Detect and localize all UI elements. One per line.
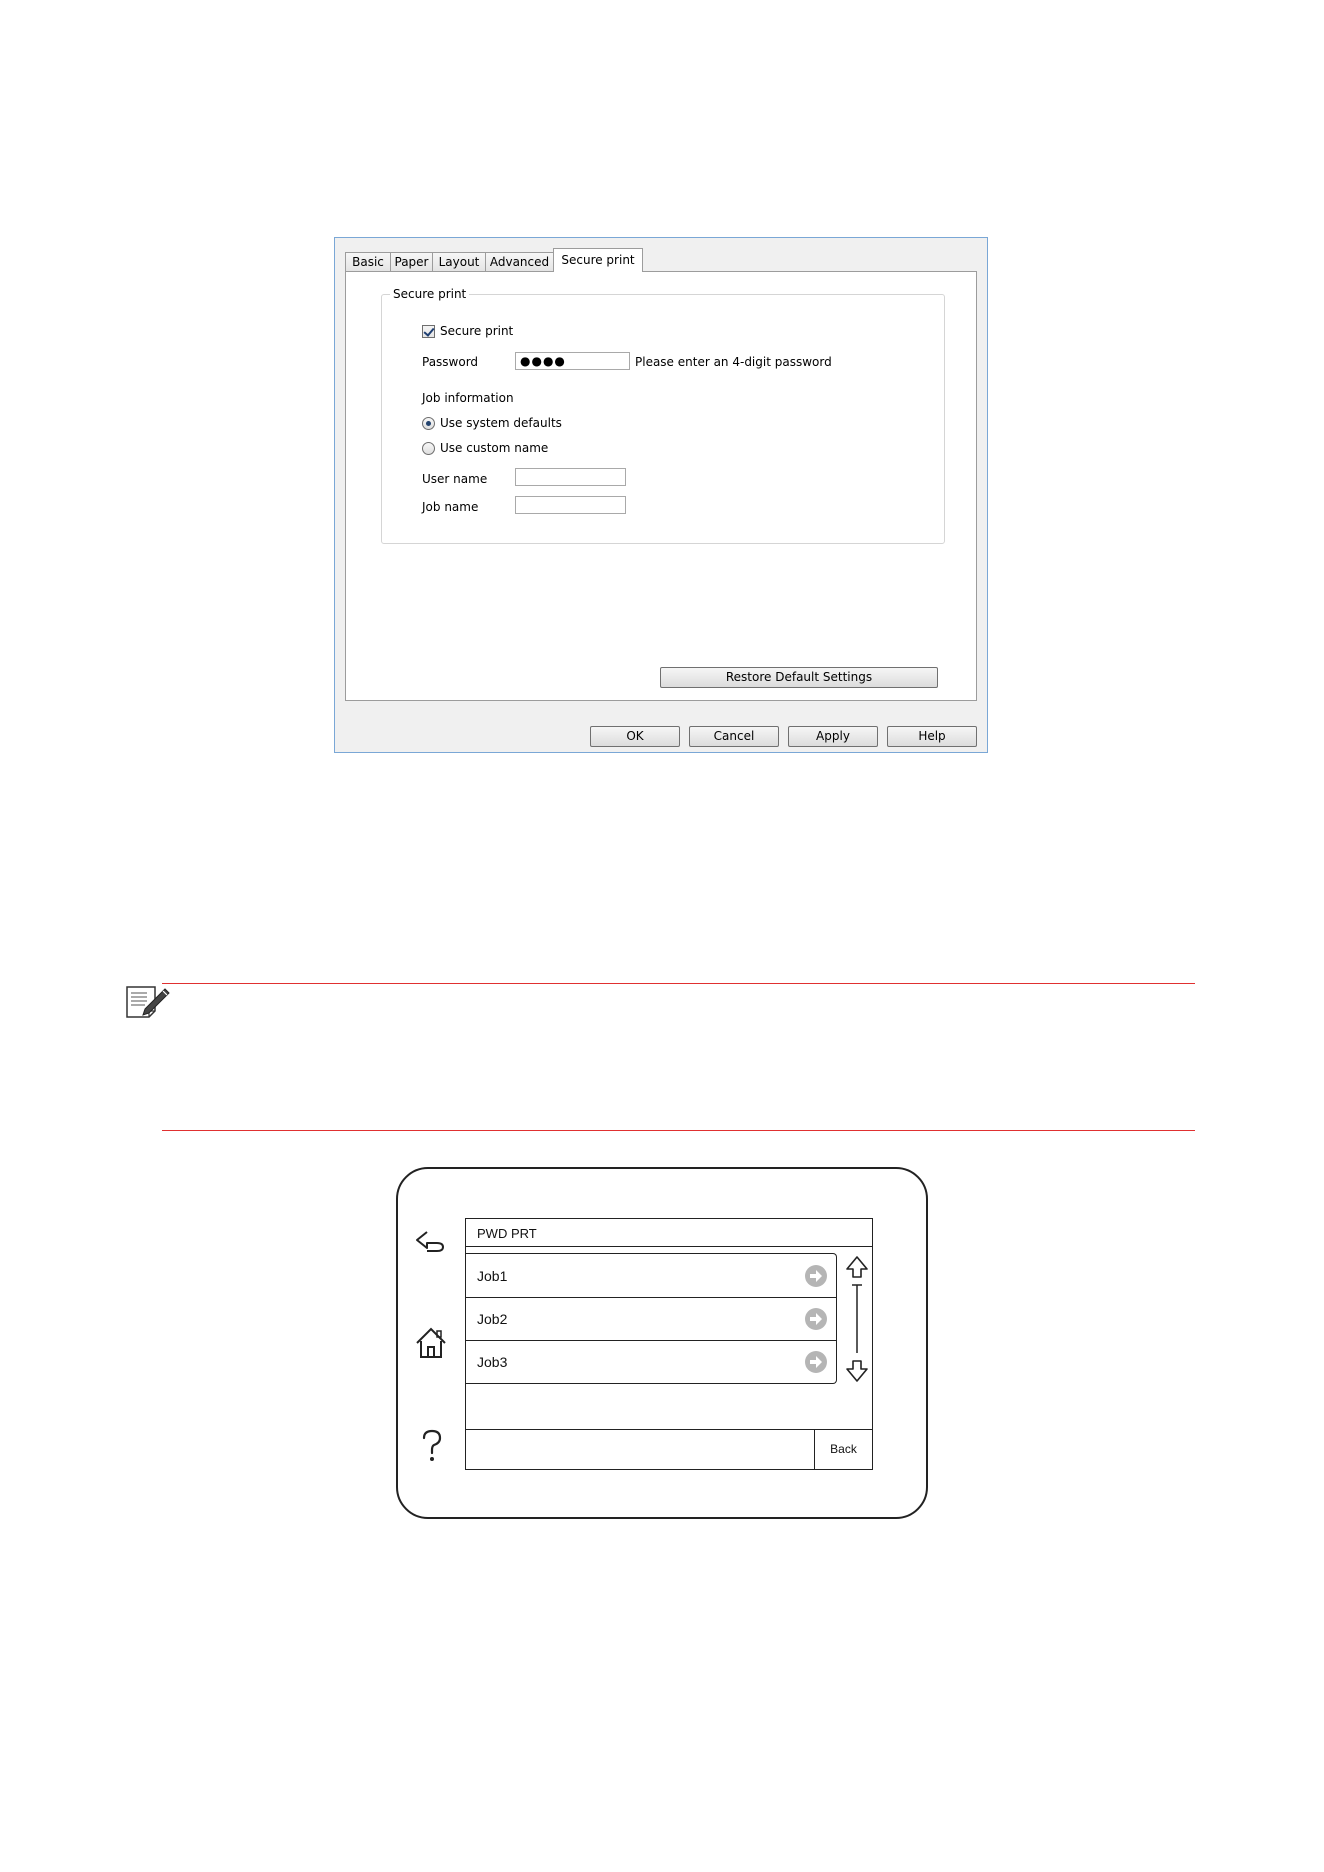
help-icon[interactable] [419, 1428, 445, 1464]
job-label: Job2 [477, 1311, 508, 1327]
back-button[interactable]: Back [814, 1430, 872, 1469]
tab-basic[interactable]: Basic [345, 252, 391, 271]
secure-print-checkbox[interactable] [422, 325, 435, 338]
scroll-track[interactable] [852, 1285, 862, 1353]
tab-secure-print[interactable]: Secure print [553, 248, 643, 272]
apply-button[interactable]: Apply [788, 726, 878, 747]
scroll-down-icon[interactable] [847, 1361, 867, 1381]
note-icon [125, 985, 175, 1025]
password-hint: Please enter an 4-digit password [635, 355, 832, 369]
tab-paper[interactable]: Paper [390, 252, 433, 271]
tab-advanced[interactable]: Advanced [485, 252, 554, 271]
job-list [466, 1253, 837, 1384]
lcd-title: PWD PRT [477, 1226, 537, 1241]
password-label: Password [422, 355, 479, 369]
arrow-right-circle-icon [804, 1307, 828, 1331]
group-title: Secure print [390, 287, 469, 301]
restore-default-settings-button[interactable]: Restore Default Settings [660, 667, 938, 688]
back-arrow-icon[interactable] [413, 1228, 451, 1256]
ok-button[interactable]: OK [590, 726, 680, 747]
scroll-control [844, 1255, 870, 1383]
user-name-input[interactable] [515, 468, 626, 486]
job-row-job3[interactable] [466, 1340, 836, 1384]
job-row-job2[interactable] [466, 1297, 836, 1341]
radio-use-custom-name-label: Use custom name [440, 441, 549, 455]
user-name-label: User name [422, 472, 488, 486]
radio-use-system-defaults[interactable] [422, 417, 435, 430]
printer-properties-dialog [334, 237, 988, 753]
help-button[interactable]: Help [887, 726, 977, 747]
secure-print-group [381, 287, 945, 544]
tab-layout[interactable]: Layout [432, 252, 486, 271]
radio-use-custom-name[interactable] [422, 442, 435, 455]
arrow-right-circle-icon [804, 1264, 828, 1288]
note-top-rule [162, 983, 1195, 984]
radio-use-system-defaults-label: Use system defaults [440, 416, 562, 430]
lcd-bottom-bar [466, 1429, 872, 1469]
secure-print-tab-panel [345, 271, 977, 701]
scroll-up-icon[interactable] [847, 1257, 867, 1277]
lcd-screen [465, 1218, 873, 1470]
radio-selected-dot [426, 421, 431, 426]
secure-print-checkbox-label: Secure print [440, 324, 514, 338]
job-row-job1[interactable] [466, 1254, 836, 1298]
job-name-input[interactable] [515, 496, 626, 514]
job-label: Job1 [477, 1268, 508, 1284]
lcd-title-bar [466, 1219, 872, 1247]
arrow-right-circle-icon [804, 1350, 828, 1374]
note-bottom-rule [162, 1130, 1195, 1131]
job-label: Job3 [477, 1354, 508, 1370]
checkmark-icon [423, 325, 434, 337]
job-name-label: Job name [422, 500, 479, 514]
job-information-label: Job information [422, 391, 514, 405]
password-input[interactable]: ●●●● [515, 352, 630, 370]
home-icon[interactable] [413, 1325, 449, 1361]
cancel-button[interactable]: Cancel [689, 726, 779, 747]
